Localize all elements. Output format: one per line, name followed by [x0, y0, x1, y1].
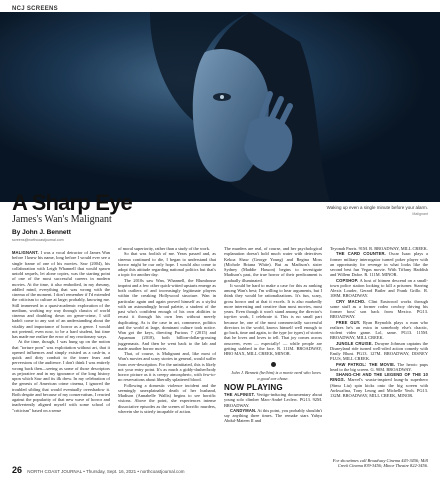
listing-text: Oscar Isaac plays a former military interrogator turned poker player with an opportunity for revenge in what looks like the second best fun Vegas movie. With Tiffany Haddish and Willem Dafoe. R. 111M. MINOR.: [330, 251, 428, 278]
article-title: A Sharp Eye: [12, 190, 132, 215]
listing-text: Marvel's wuxia-inspired kung-fu superhero (Simu Liu) spin kicks onto the big screen with Awkwafina, Tony Leung and Michelle Yeoh. PG13. 132M. BROADWAY, MILL CREEK, MINOR.: [330, 377, 428, 398]
listing-item: [224, 408, 322, 424]
paragraph: [224, 246, 322, 283]
listing-text: Ryan Reynolds plays a man who realizes he's an extra in somebody else's chaotic, violent video game. Lol, same. PG13. 115M. BROADWAY, MILL CREEK.: [330, 319, 428, 341]
paragraph-text: That, of course, is Malignant and, like most of Wan's movies and scary stories in general, would suffer from over-description. For the uninitiated, this is likely not your entry point. It's as much a giddy-dasher/body horror picture as it is creepy atmospheric, with few-to-no reservations about liberally splattered blood.: [118, 351, 216, 383]
listing-item: [330, 362, 428, 373]
listing-text: Teyonah Parris. 91M. R. BROADWAY, MILL CREEK.: [330, 246, 428, 251]
hero-photo: [0, 12, 440, 202]
photo-caption: [278, 205, 428, 217]
listing-item: [330, 299, 428, 320]
listing-item: [330, 278, 428, 299]
section-label: NCJ SCREENS: [12, 6, 58, 12]
paragraph: [12, 339, 110, 413]
listing-item: [330, 341, 428, 362]
listing-title: THE CARD COUNTER.: [336, 251, 386, 257]
now-playing-heading: NOW PLAYING: [224, 382, 283, 392]
section-divider-dot: [271, 362, 276, 367]
listing-title: SHANG-CHI AND THE LEGEND OF THE 10 RINGS.: [330, 372, 428, 383]
paragraph-text: of moral superiority, rather than a study of the work.: [118, 246, 211, 251]
listing-title: JUNGLE CRUISE.: [336, 340, 373, 346]
paragraph: [118, 278, 216, 352]
page-number: 26: [12, 465, 23, 475]
listing-title: THE ALPINIST.: [224, 392, 255, 397]
author-note: John J. Bennett (he/him) is a movie nerd who loves a good car chase.: [231, 370, 321, 381]
author-email[interactable]: screens@northcoastjournal.com: [12, 238, 64, 242]
article-column-3: [224, 246, 322, 424]
listing-title: COPSHOP.: [336, 277, 359, 283]
listing-title: FREE GUY.: [336, 319, 361, 325]
listing-item: [330, 372, 428, 398]
article-column-4: [330, 246, 428, 398]
listing-text: The heroic pups head to the big screen. G. 90M. BROADWAY.: [330, 361, 428, 372]
photo-credit: Malignant: [412, 212, 428, 216]
listing-text: Dwayne Johnson captains the Disneyland ride turned well-oiled action comedy with Emily Blunt. PG13. 127M. BROADWAY, DISNEY PLUS, MILL CREEK.: [330, 340, 428, 362]
listing-item: [330, 320, 428, 341]
paragraph-lead: MALIGNANT.: [12, 250, 39, 255]
footer-text: NORTH COAST JOURNAL • Thursday, Sept. 16, 2021 • northcoastjournal.com: [27, 469, 185, 474]
byline: By John J. Bennett: [12, 229, 71, 236]
listing-text: A host of hitmen descend on a small-town police station looking to kill a prisoner. Starring Alexis Louder, Gerard Butler and Frank Grillo. R. 108M. BROADWAY.: [330, 277, 428, 299]
listing-item: [330, 251, 428, 277]
listing-title: CRY MACHO.: [336, 298, 366, 304]
paragraph-text: So that was foolish of me. Years passed and, as cinema continued to die, I began to understand that horror might be our only hope. I would also come to adopt this attitude regarding national politics but that's a topic for another day.: [118, 251, 216, 278]
paragraph-text: At the time, though, I was hung up on the notion that "torture porn" was exploitation without art, that it opened influences and simply existed as a cash-in, a quick and dirty conduit to the inner fears and perversions of the audience. I don't think I was entirely wrong back then—seeing as some of those descriptors as pejorative and in my ignorance of the long history upon which Saw and its ilk drew. In my celebration of the genesis of American crime cinema, I ignored the troubled sibling that would eventually overshadow it. Both despite and because of my conservatism, I reacted against the popularity of that new wave of horror and inadvertently aligned myself with some school of "criticism" based on a sense: [12, 339, 110, 413]
listing-text: Vertigo-inducing documentary about young solo climber Marc-André Leclerc. PG13. 92M. BROADWAY.: [224, 392, 322, 408]
hero-photo-svg: [0, 12, 440, 202]
article-subtitle: James's Wan's Malignant: [12, 214, 112, 225]
paragraph-text: Following a domestic violence incident and the seemingly unexplainable death of her husband, Madison (Annabelle Wallis) begins to see horrific visions. Above the point, she experiences intense dissociative episodes as the scenes of horrific murders, wherein she is utterly incapable of action.: [118, 382, 216, 414]
paragraph-text: The 2010s saw Wan, Whannell, the Blumhouse imprint and a few other quick-witted upstarts emerge as both outliers of and increasingly legitimate players within the creaking Hollywood structure. Wan in particular again and again proved himself as a stylist with an astoundingly broad palette, a student of the past who's confident enough of his own abilities to recast it through his own lens without merely duplicating. As is the case in art, commerce, politics and the world at large, dominant culture took notice. Wan got the keys, directing Furious 7 (2015) and Aquaman (2018), both billion-dollar-grossing juggernauts. And then he went back to the lab and made another horror movie.: [118, 277, 216, 351]
showtimes-note: For showtimes call Broadway Cinema 443-3456; Mill Creek Cinema 839-3456; Minor Theatre 822-3456.: [332, 458, 428, 469]
listing-title: PAW PATROL: THE MOVIE.: [336, 361, 396, 367]
paragraph-text: It would be hard to make a case for this as ranking among Wan's best; I'm willing to hear arguments, but I think they would be rationalizations. It's fun, scary, gross horror and at that it excels. It is also markedly more interesting and creative than most movies, most years. Even though it won't stand among the director's top-tier work, I celebrate it. This is no small part because he, one of the most commercially successful directors in the world, knows himself well enough to go back, time and again, to the type (or types) of stories that he loves and loves to tell. That joy comes across onscreen, even — especially! — while people are getting stabbed in the face. R. 111M. BROADWAY, HBO MAX, MILL CREEK, MINOR.: [224, 282, 322, 356]
paragraph: [12, 250, 110, 339]
listing-text: Clint Eastwood works through some stuff as a former rodeo cowboy driving his former boss' son back from Mexico. PG13. BROADWAY.: [330, 298, 428, 320]
paragraph-text: The murders are real, of course, and her psychological explanation doesn't hold much water with detectives Kekoa Shaw (George Young) and Regina Moss (Michole Briana White). But as Madison's sister Sydney (Maddie Hasson) begins to investigate Madison's past, the true horror of their predicament is gradually illuminated.: [224, 246, 322, 283]
article-column-2: [118, 246, 216, 414]
paragraph: [118, 351, 216, 383]
paragraph: [118, 383, 216, 415]
listing-text: At this point, you probably shouldn't say anything three times. The remake stars Yahya Abdul-Mateen II and: [224, 407, 322, 424]
paragraph: [224, 283, 322, 357]
listing-title: CANDYMAN.: [230, 407, 257, 413]
article-column-1: [12, 250, 110, 413]
paragraph: [118, 251, 216, 277]
paragraph-text: I was a vocal detractor of James Wan before I knew his name, long before I would ever see a single frame of one of his movies. Saw (2004), his collaboration with Leigh Whannell that would spawn untold sequels, let alone copies, was the starting point of one of the most successful careers in modern movies. At the time, it also embodied, in my rheumy, addled mind, everything that was wrong with the cinema of the moment. I don't remember if I'd extended the criticism to culture at large; probably, knowing me. Still immersed in a quasi-academic exploration of the medium, working my way through classics of world cinema and doubling down on genre-crime, I still hadn't come to any sort of an understanding about the vitality and importance of horror as a genre. I would not pretend, even now, to be a hard student, but time has made me realize the error of my reactionary ways.: [12, 250, 110, 339]
page-footer: [12, 465, 185, 475]
listing-item: [224, 392, 322, 408]
caption-text: Waking up even a single minute before your alarm.: [326, 205, 428, 210]
